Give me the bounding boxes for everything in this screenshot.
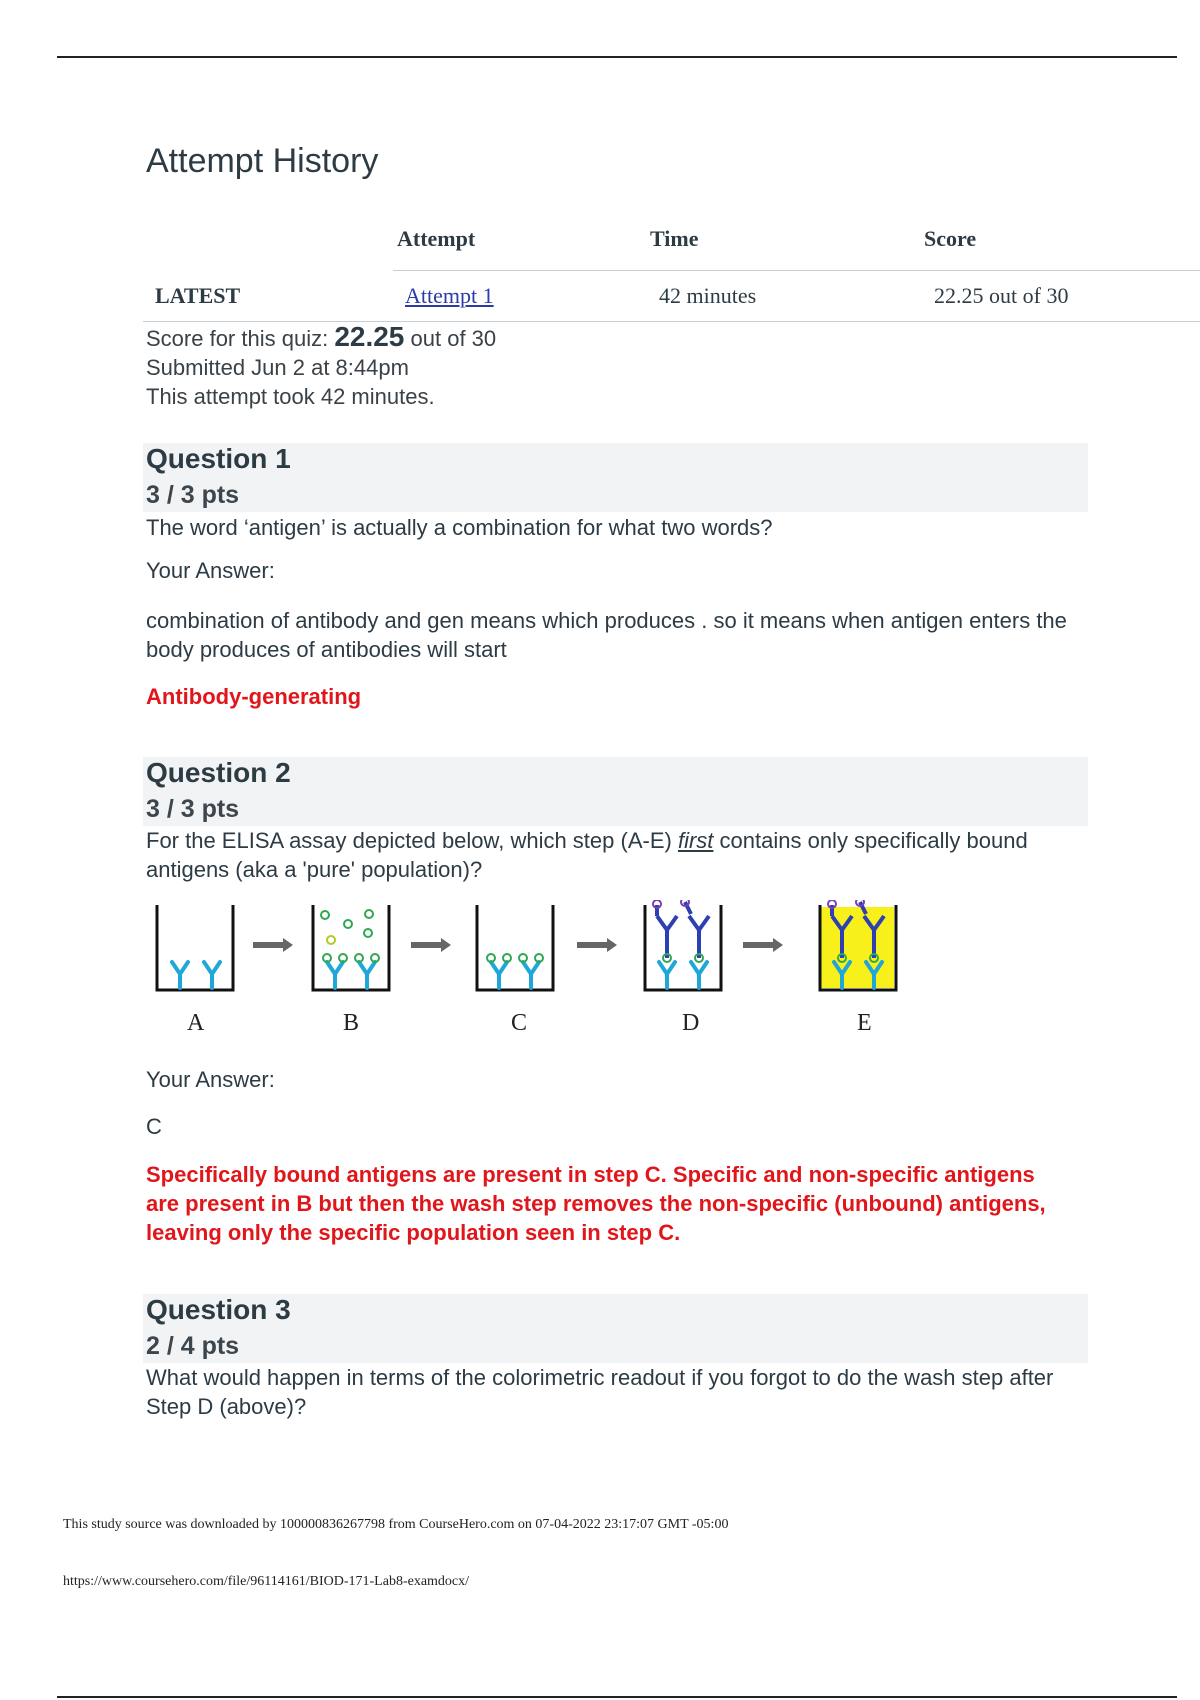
figure-label-d: D: [682, 1010, 700, 1036]
question-points: 3 / 3 pts: [146, 481, 240, 509]
attempt-duration: This attempt took 42 minutes.: [146, 384, 435, 409]
answer-label: Your Answer:: [146, 558, 275, 583]
column-header-time: Time: [650, 226, 699, 251]
figure-label-e: E: [857, 1010, 872, 1036]
bottom-rule: [57, 1696, 1177, 1698]
well-a: [157, 905, 233, 990]
question-points: 3 / 3 pts: [146, 795, 240, 823]
question-1-header: [143, 443, 1088, 512]
question-points: 2 / 4 pts: [146, 1332, 240, 1360]
quiz-summary: [146, 322, 496, 411]
question-1-answer: combination of antibody and gen means which produces . so it means when antigen enters the body produces of antibodies will start: [146, 608, 1067, 662]
question-text-after: contains only specifically bound antigens (aka a 'pure' population)?: [146, 828, 1028, 882]
question-text-emphasis: first: [677, 828, 714, 853]
question-2-answer: C: [146, 1114, 162, 1139]
well-e: [820, 900, 896, 990]
question-1-text: The word ‘antigen’ is actually a combination for what two words?: [146, 515, 773, 540]
footer-source-note: This study source was downloaded by 100000836267798 from CourseHero.com on 07-04-2022 23:17:07 GMT -05:00: [63, 1517, 729, 1532]
latest-tag: LATEST: [155, 283, 241, 308]
answer-label: Your Answer:: [146, 1067, 275, 1092]
figure-label-c: C: [511, 1010, 528, 1036]
question-3-text: What would happen in terms of the colorimetric readout if you forgot to do the wash step after Step D (above)?: [146, 1365, 1054, 1419]
score-value: 22.25: [334, 321, 405, 352]
footer-url: https://www.coursehero.com/file/96114161/BIOD-171-Lab8-examdocx/: [63, 1574, 470, 1589]
column-header-attempt: Attempt: [397, 226, 476, 251]
attempt-time: 42 minutes: [659, 283, 757, 308]
score-suffix: out of 30: [410, 326, 497, 351]
attempt-score: 22.25 out of 30: [934, 283, 1069, 308]
question-title: Question 1: [146, 443, 291, 474]
attempt-history-table: [143, 218, 1200, 322]
question-3-header: [143, 1294, 1088, 1363]
quiz-score-line: [146, 322, 496, 353]
attempt-link[interactable]: Attempt 1: [405, 283, 494, 308]
question-2-text: [146, 826, 1096, 884]
question-2-header: [143, 757, 1088, 826]
figure-label-a: A: [187, 1010, 205, 1036]
table-row: [143, 271, 1200, 322]
question-title: Question 3: [146, 1294, 291, 1325]
column-header-score: Score: [924, 226, 977, 251]
submitted-time: Submitted Jun 2 at 8:44pm: [146, 355, 409, 380]
elisa-diagram: [145, 900, 925, 1050]
figure-label-b: B: [343, 1010, 360, 1036]
question-text-before: For the ELISA assay depicted below, which step (A-E): [146, 828, 672, 853]
question-1-feedback: Antibody-generating: [146, 684, 362, 709]
score-prefix: Score for this quiz:: [146, 326, 329, 351]
question-2-feedback: Specifically bound antigens are present in step C. Specific and non-specific antigens are present in B but then the wash step removes the non-specific (unbound) antigens, leaving only the specific population seen in step C.: [146, 1162, 1046, 1245]
page-title: Attempt History: [146, 142, 379, 180]
well-b: [313, 905, 389, 990]
question-title: Question 2: [146, 757, 291, 788]
well-d: [645, 900, 721, 990]
well-c: [477, 905, 553, 990]
top-rule: [57, 56, 1177, 58]
table-header-row: [393, 218, 1200, 271]
